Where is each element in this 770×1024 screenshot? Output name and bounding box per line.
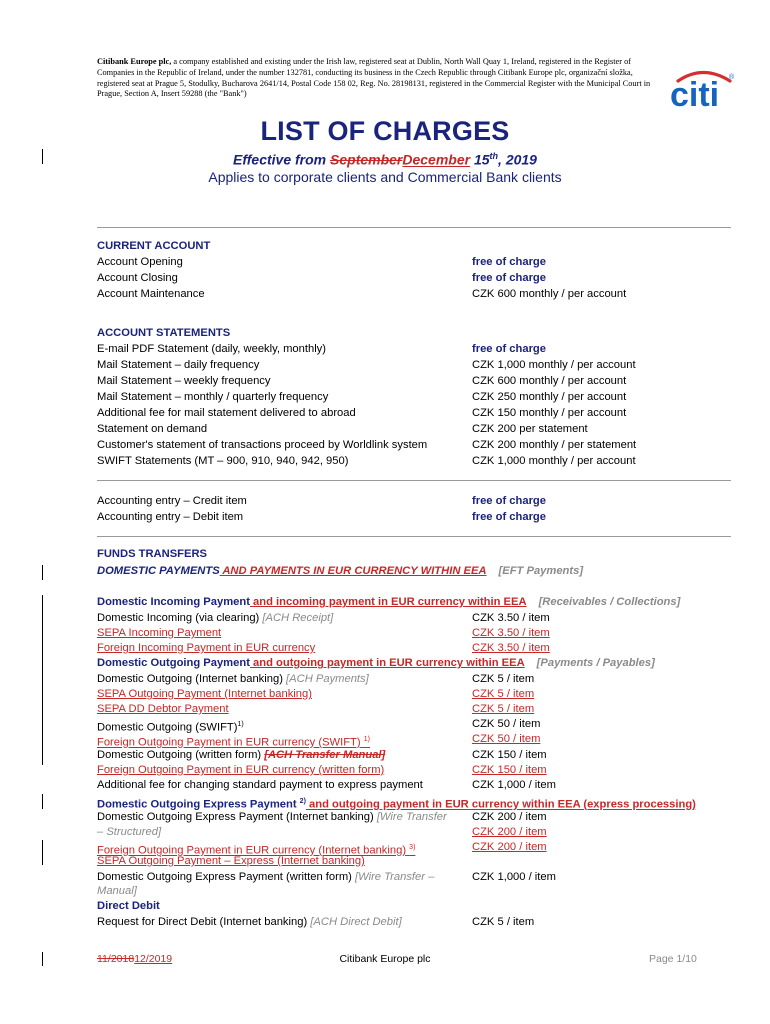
divider <box>97 227 731 228</box>
domestic-heading-inserted: AND PAYMENTS IN EUR CURRENCY WITHIN EEA <box>219 565 487 577</box>
footnote-mark: 2) <box>299 798 306 805</box>
incoming-heading-text: Domestic Incoming Payment <box>97 596 250 608</box>
incoming-heading <box>97 595 737 611</box>
charge-price: CZK 50 / item <box>472 718 541 730</box>
charge-label: Customer's statement of transactions proceed by Worldlink system <box>97 439 428 451</box>
charge-label: Foreign Outgoing Payment in EUR currency (written form) <box>97 764 385 776</box>
charge-price: CZK 50 / item <box>472 733 541 745</box>
charge-label: E-mail PDF Statement (daily, weekly, monthly) <box>97 343 326 355</box>
page-number: Page 1/10 <box>649 953 697 965</box>
charge-label: Mail Statement – daily frequency <box>97 359 260 371</box>
divider <box>97 536 731 537</box>
charge-price: CZK 150 / item <box>472 764 547 776</box>
charge-tag-continued: Manual] <box>97 885 137 897</box>
charge-label: SEPA Outgoing Payment (Internet banking) <box>97 688 312 700</box>
charge-price: CZK 3.50 / item <box>472 627 550 639</box>
charge-price: CZK 1,000 / item <box>472 779 556 791</box>
charge-tag-deleted: [ACH Transfer Manual] <box>264 749 386 761</box>
charge-price: CZK 5 / item <box>472 703 535 715</box>
charge-label: Domestic Incoming (via clearing) <box>97 612 260 624</box>
charge-label: Accounting entry – Debit item <box>97 511 244 523</box>
effective-prefix: Effective from <box>233 151 331 168</box>
charge-label: Domestic Outgoing Express Payment (Internet banking) <box>97 811 374 823</box>
domestic-payments-heading <box>97 564 737 580</box>
charge-price: CZK 600 monthly / per account <box>472 375 627 387</box>
charge-label: Domestic Outgoing (Internet banking) <box>97 673 283 685</box>
charge-tag-continued: – Structured] <box>97 826 162 838</box>
charge-price: CZK 600 monthly / per account <box>472 288 627 300</box>
charge-label: Account Opening <box>97 256 183 268</box>
charge-price: CZK 1,000 / item <box>472 871 556 883</box>
deleted-month: September <box>330 151 403 168</box>
citi-logo <box>668 66 738 110</box>
charge-label: Account Closing <box>97 272 178 284</box>
charge-label: Additional fee for changing standard payment to express payment <box>97 779 423 791</box>
charge-label: SEPA Incoming Payment <box>97 627 222 639</box>
charge-price: CZK 1,000 monthly / per account <box>472 359 636 371</box>
charge-price: CZK 200 monthly / per statement <box>472 439 637 451</box>
company-description: a company established and existing under the Irish law, registered seat at Dublin, North Wall Quay 1, Ireland, registered in the Register of Companies in the Republic of Ireland, under the number 132781, conducting its business in the Czech Republic through Citibank Europe plc, organizační složka, registered seat at Prague 5, Stodulky, Bucharova 2641/14, Postal Code 158 02, Reg. No. 28198131, registered in the Commercial Register with the Municipal Court in Prague, Section A, Insert 59288 (the "Bank") <box>97 57 651 99</box>
charge-label: Foreign Outgoing Payment in EUR currency (SWIFT) <box>97 736 361 749</box>
charge-label: Mail Statement – weekly frequency <box>97 375 271 387</box>
charge-label: SEPA Outgoing Payment – Express (Internet banking) <box>97 855 365 867</box>
incoming-heading-tag: [Receivables / Collections] <box>538 596 681 608</box>
domestic-heading-tag: [EFT Payments] <box>498 565 584 577</box>
charge-tag: [ACH Receipt] <box>262 612 334 624</box>
charge-label: Request for Direct Debit (Internet banking) <box>97 916 308 928</box>
outgoing-heading-inserted: and outgoing payment in EUR currency within EEA <box>249 657 525 669</box>
page-title: LIST OF CHARGES <box>260 116 510 146</box>
charge-price: free of charge <box>472 511 546 523</box>
divider <box>97 480 731 481</box>
charge-price: free of charge <box>472 256 546 268</box>
charge-price: free of charge <box>472 343 546 355</box>
charge-price: CZK 200 / item <box>472 841 547 853</box>
applies-to: Applies to corporate clients and Commercial Bank clients <box>208 169 562 185</box>
charge-price: free of charge <box>472 272 546 284</box>
footnote-mark: 1) <box>237 721 244 728</box>
effective-day-suffix: th <box>489 151 499 161</box>
charge-price: CZK 5 / item <box>472 673 535 685</box>
charge-label: Statement on demand <box>97 423 208 435</box>
logo-wordmark: citi <box>670 76 720 110</box>
inserted-month: December <box>402 151 471 168</box>
charge-label: Foreign Incoming Payment in EUR currency <box>97 642 316 654</box>
direct-debit-heading: Direct Debit <box>97 900 160 912</box>
section-heading-funds-transfers: FUNDS TRANSFERS <box>97 548 208 560</box>
charge-label: SEPA DD Debtor Payment <box>97 703 229 715</box>
company-name: Citibank Europe plc, <box>97 57 172 66</box>
charge-price: CZK 5 / item <box>472 688 535 700</box>
express-heading-inserted: and outgoing payment in EUR currency within EEA (express processing) <box>305 798 696 811</box>
charge-price: CZK 1,000 monthly / per account <box>472 455 636 467</box>
incoming-heading-inserted: and incoming payment in EUR currency within EEA <box>249 596 527 608</box>
charge-price: CZK 200 / item <box>472 811 547 823</box>
charge-price: CZK 3.50 / item <box>472 642 550 654</box>
charge-label: Domestic Outgoing (written form) <box>97 749 262 761</box>
change-bar <box>42 840 43 865</box>
change-bar <box>42 595 43 765</box>
outgoing-heading <box>97 656 737 672</box>
charge-tag: [Wire Transfer <box>376 811 447 823</box>
footer-date-inserted: 12/2019 <box>134 953 173 965</box>
charge-price: CZK 250 monthly / per account <box>472 391 627 403</box>
charge-price: free of charge <box>472 495 546 507</box>
logo-registered-mark: ® <box>729 74 735 81</box>
change-bar <box>42 565 43 580</box>
bank-legal-notice <box>97 57 657 100</box>
section-heading-account-statements: ACCOUNT STATEMENTS <box>97 327 231 339</box>
charge-price: CZK 200 per statement <box>472 423 588 435</box>
footer-company: Citibank Europe plc <box>339 953 431 965</box>
section-heading-current-account: CURRENT ACCOUNT <box>97 240 211 252</box>
charge-label: Accounting entry – Credit item <box>97 495 247 507</box>
charge-label: SWIFT Statements (MT – 900, 910, 940, 942, 950) <box>97 455 349 467</box>
charge-tag: [Wire Transfer – <box>355 871 435 883</box>
charge-price: CZK 150 / item <box>472 749 547 761</box>
effective-year: , 2019 <box>498 151 537 168</box>
footnote-mark: 1) <box>363 736 370 743</box>
change-bar <box>42 794 43 809</box>
charge-price: CZK 5 / item <box>472 916 535 928</box>
outgoing-heading-tag: [Payments / Payables] <box>536 657 655 669</box>
charge-label: Additional fee for mail statement delivered to abroad <box>97 407 356 419</box>
charge-price: CZK 3.50 / item <box>472 612 550 624</box>
charge-tag: [ACH Payments] <box>286 673 369 685</box>
charge-tag: [ACH Direct Debit] <box>310 916 402 928</box>
express-heading-text: Domestic Outgoing Express Payment <box>97 798 297 811</box>
charge-label: Domestic Outgoing Express Payment (written form) <box>97 871 352 883</box>
effective-day: 15 <box>470 151 490 168</box>
domestic-heading-text: DOMESTIC PAYMENTS <box>97 565 220 577</box>
charge-label: Domestic Outgoing (SWIFT) <box>97 721 238 734</box>
footer-date-deleted: 11/2018 <box>97 953 135 965</box>
footnote-mark: 3) <box>409 844 416 851</box>
charge-price: CZK 150 monthly / per account <box>472 407 627 419</box>
charge-price: CZK 200 / item <box>472 826 547 838</box>
charge-label: Account Maintenance <box>97 288 205 300</box>
effective-date <box>0 151 770 168</box>
charge-label: Mail Statement – monthly / quarterly frequency <box>97 391 329 403</box>
charge-label: Foreign Outgoing Payment in EUR currency (Internet banking) <box>97 844 407 857</box>
outgoing-heading-text: Domestic Outgoing Payment <box>97 657 250 669</box>
